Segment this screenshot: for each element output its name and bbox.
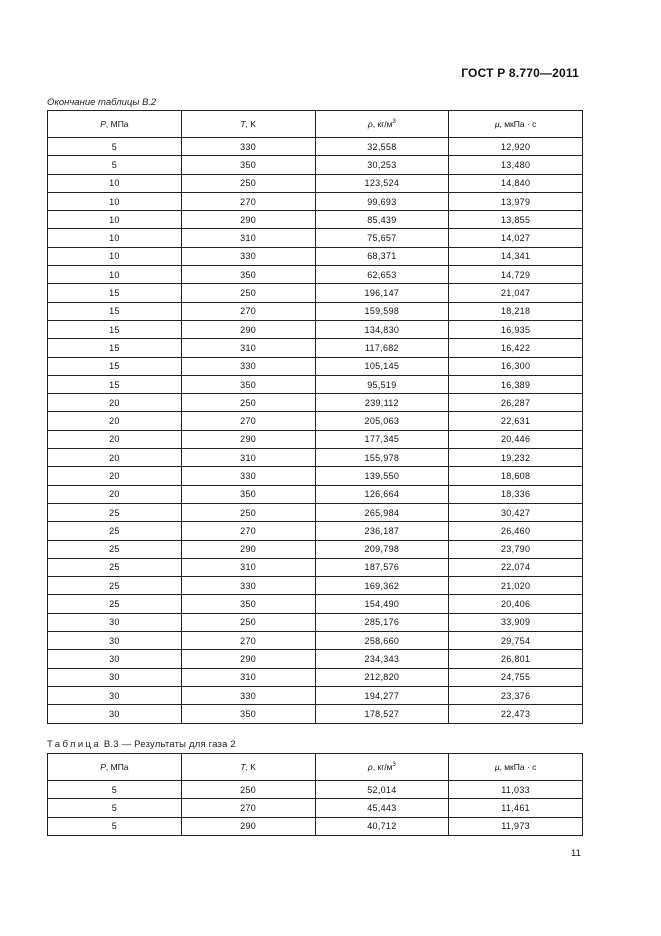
table-cell: 310 bbox=[181, 339, 315, 357]
table-cell: 350 bbox=[181, 156, 315, 174]
document-title: ГОСТ Р 8.770—2011 bbox=[461, 66, 579, 80]
table-cell: 99,693 bbox=[315, 192, 449, 210]
table-b3-caption-title: В.3 — Результаты для газа 2 bbox=[101, 739, 236, 750]
column-header bbox=[181, 754, 315, 781]
table-row bbox=[48, 686, 583, 704]
table-cell: 30 bbox=[48, 668, 182, 686]
table-cell: 20,446 bbox=[449, 430, 583, 448]
table-b2-caption: Окончание таблицы В.2 bbox=[47, 97, 157, 108]
table-cell: 30 bbox=[48, 650, 182, 668]
table-cell: 23,790 bbox=[449, 540, 583, 558]
table-cell: 350 bbox=[181, 485, 315, 503]
column-unit: , K bbox=[245, 762, 256, 772]
table-row bbox=[48, 320, 583, 338]
table-cell: 290 bbox=[181, 430, 315, 448]
table-cell: 5 bbox=[48, 781, 182, 799]
table-row bbox=[48, 211, 583, 229]
table-cell: 250 bbox=[181, 394, 315, 412]
table-cell: 10 bbox=[48, 192, 182, 210]
table-cell: 26,460 bbox=[449, 522, 583, 540]
table-cell: 234,343 bbox=[315, 650, 449, 668]
table-row bbox=[48, 156, 583, 174]
table-cell: 18,336 bbox=[449, 485, 583, 503]
table-cell: 25 bbox=[48, 522, 182, 540]
table-row bbox=[48, 577, 583, 595]
table-cell: 178,527 bbox=[315, 705, 449, 723]
table-row bbox=[48, 339, 583, 357]
table-b3 bbox=[47, 753, 583, 836]
table-cell: 13,480 bbox=[449, 156, 583, 174]
table-cell: 250 bbox=[181, 284, 315, 302]
table-cell: 177,345 bbox=[315, 430, 449, 448]
table-cell: 105,145 bbox=[315, 357, 449, 375]
table-cell: 16,300 bbox=[449, 357, 583, 375]
column-symbol: P bbox=[100, 119, 106, 129]
table-cell: 194,277 bbox=[315, 686, 449, 704]
table-header-row bbox=[48, 754, 583, 781]
column-symbol: P bbox=[100, 762, 106, 772]
table-cell: 30 bbox=[48, 686, 182, 704]
table-cell: 250 bbox=[181, 781, 315, 799]
table-cell: 209,798 bbox=[315, 540, 449, 558]
table-row bbox=[48, 302, 583, 320]
table-cell: 40,712 bbox=[315, 817, 449, 835]
table-cell: 310 bbox=[181, 558, 315, 576]
table-cell: 258,660 bbox=[315, 632, 449, 650]
table-cell: 10 bbox=[48, 247, 182, 265]
table-cell: 169,362 bbox=[315, 577, 449, 595]
table-cell: 20 bbox=[48, 412, 182, 430]
table-row bbox=[48, 503, 583, 521]
table-row bbox=[48, 192, 583, 210]
table-cell: 25 bbox=[48, 503, 182, 521]
table-row bbox=[48, 174, 583, 192]
table-cell: 134,830 bbox=[315, 320, 449, 338]
column-unit: , кг/м bbox=[372, 119, 393, 129]
table-cell: 126,664 bbox=[315, 485, 449, 503]
table-cell: 20 bbox=[48, 449, 182, 467]
table-cell: 350 bbox=[181, 705, 315, 723]
column-unit: , K bbox=[245, 119, 256, 129]
table-cell: 5 bbox=[48, 138, 182, 156]
table-cell: 26,801 bbox=[449, 650, 583, 668]
table-cell: 10 bbox=[48, 229, 182, 247]
table-cell: 29,754 bbox=[449, 632, 583, 650]
table-row bbox=[48, 449, 583, 467]
table-row bbox=[48, 632, 583, 650]
table-cell: 212,820 bbox=[315, 668, 449, 686]
table-cell: 18,218 bbox=[449, 302, 583, 320]
table-cell: 154,490 bbox=[315, 595, 449, 613]
table-b2 bbox=[47, 110, 583, 724]
table-cell: 25 bbox=[48, 558, 182, 576]
table-cell: 5 bbox=[48, 156, 182, 174]
table-row bbox=[48, 817, 583, 835]
table-cell: 139,550 bbox=[315, 467, 449, 485]
table-cell: 330 bbox=[181, 247, 315, 265]
table-cell: 32,558 bbox=[315, 138, 449, 156]
column-unit: , МПа bbox=[105, 119, 129, 129]
table-cell: 16,422 bbox=[449, 339, 583, 357]
column-header bbox=[315, 111, 449, 138]
table-cell: 11,973 bbox=[449, 817, 583, 835]
table-cell: 117,682 bbox=[315, 339, 449, 357]
table-cell: 290 bbox=[181, 540, 315, 558]
column-header bbox=[181, 111, 315, 138]
table-cell: 15 bbox=[48, 357, 182, 375]
table-b3-caption-label: Таблица bbox=[47, 739, 102, 750]
table-cell: 310 bbox=[181, 449, 315, 467]
table-row bbox=[48, 799, 583, 817]
table-row bbox=[48, 613, 583, 631]
column-unit-exponent: 3 bbox=[392, 762, 396, 768]
table-cell: 20,406 bbox=[449, 595, 583, 613]
table-b3-caption bbox=[47, 739, 236, 750]
table-cell: 14,729 bbox=[449, 266, 583, 284]
table-cell: 15 bbox=[48, 302, 182, 320]
table-row bbox=[48, 650, 583, 668]
table-row bbox=[48, 540, 583, 558]
table-cell: 10 bbox=[48, 266, 182, 284]
table-cell: 30 bbox=[48, 613, 182, 631]
table-cell: 14,840 bbox=[449, 174, 583, 192]
table-cell: 21,047 bbox=[449, 284, 583, 302]
table-cell: 22,631 bbox=[449, 412, 583, 430]
table-cell: 20 bbox=[48, 430, 182, 448]
table-cell: 290 bbox=[181, 650, 315, 668]
table-row bbox=[48, 781, 583, 799]
table-cell: 68,371 bbox=[315, 247, 449, 265]
table-cell: 12,920 bbox=[449, 138, 583, 156]
table-cell: 30 bbox=[48, 705, 182, 723]
column-unit: , кг/м bbox=[372, 762, 393, 772]
table-cell: 270 bbox=[181, 799, 315, 817]
table-row bbox=[48, 485, 583, 503]
column-unit: , МПа bbox=[105, 762, 129, 772]
column-header bbox=[449, 111, 583, 138]
column-header bbox=[449, 754, 583, 781]
table-row bbox=[48, 138, 583, 156]
table-cell: 20 bbox=[48, 467, 182, 485]
column-unit: , мкПа · с bbox=[499, 762, 537, 772]
table-cell: 22,074 bbox=[449, 558, 583, 576]
table-cell: 270 bbox=[181, 522, 315, 540]
table-cell: 62,653 bbox=[315, 266, 449, 284]
table-cell: 196,147 bbox=[315, 284, 449, 302]
column-header bbox=[48, 754, 182, 781]
table-cell: 22,473 bbox=[449, 705, 583, 723]
table-cell: 290 bbox=[181, 211, 315, 229]
table-cell: 123,524 bbox=[315, 174, 449, 192]
table-cell: 30,427 bbox=[449, 503, 583, 521]
table-cell: 15 bbox=[48, 375, 182, 393]
table-cell: 310 bbox=[181, 229, 315, 247]
table-cell: 30,253 bbox=[315, 156, 449, 174]
column-symbol: T bbox=[240, 762, 246, 772]
table-row bbox=[48, 430, 583, 448]
table-cell: 23,376 bbox=[449, 686, 583, 704]
table-cell: 13,855 bbox=[449, 211, 583, 229]
table-cell: 330 bbox=[181, 467, 315, 485]
table-cell: 25 bbox=[48, 595, 182, 613]
table-cell: 330 bbox=[181, 138, 315, 156]
table-cell: 350 bbox=[181, 266, 315, 284]
table-row bbox=[48, 595, 583, 613]
table-cell: 11,461 bbox=[449, 799, 583, 817]
table-row bbox=[48, 229, 583, 247]
table-row bbox=[48, 522, 583, 540]
table-cell: 19,232 bbox=[449, 449, 583, 467]
column-symbol: μ bbox=[494, 119, 500, 129]
table-row bbox=[48, 705, 583, 723]
column-header bbox=[315, 754, 449, 781]
table-cell: 75,657 bbox=[315, 229, 449, 247]
table-cell: 330 bbox=[181, 357, 315, 375]
table-cell: 16,389 bbox=[449, 375, 583, 393]
table-cell: 20 bbox=[48, 485, 182, 503]
table-cell: 14,027 bbox=[449, 229, 583, 247]
table-row bbox=[48, 247, 583, 265]
table-cell: 45,443 bbox=[315, 799, 449, 817]
table-cell: 270 bbox=[181, 192, 315, 210]
column-symbol: ρ bbox=[367, 762, 373, 772]
table-cell: 26,287 bbox=[449, 394, 583, 412]
table-cell: 10 bbox=[48, 211, 182, 229]
table-cell: 11,033 bbox=[449, 781, 583, 799]
table-cell: 205,063 bbox=[315, 412, 449, 430]
table-cell: 30 bbox=[48, 632, 182, 650]
table-row bbox=[48, 357, 583, 375]
table-cell: 250 bbox=[181, 174, 315, 192]
table-row bbox=[48, 467, 583, 485]
column-symbol: ρ bbox=[367, 119, 373, 129]
table-cell: 15 bbox=[48, 339, 182, 357]
table-cell: 239,112 bbox=[315, 394, 449, 412]
table-cell: 250 bbox=[181, 613, 315, 631]
table-cell: 5 bbox=[48, 817, 182, 835]
column-symbol: μ bbox=[494, 762, 500, 772]
column-symbol: T bbox=[240, 119, 246, 129]
table-cell: 15 bbox=[48, 284, 182, 302]
table-cell: 18,608 bbox=[449, 467, 583, 485]
table-cell: 270 bbox=[181, 302, 315, 320]
table-cell: 13,979 bbox=[449, 192, 583, 210]
table-row bbox=[48, 266, 583, 284]
table-cell: 350 bbox=[181, 375, 315, 393]
table-cell: 155,978 bbox=[315, 449, 449, 467]
table-cell: 10 bbox=[48, 174, 182, 192]
table-cell: 330 bbox=[181, 577, 315, 595]
table-cell: 285,176 bbox=[315, 613, 449, 631]
page-number: 11 bbox=[571, 848, 581, 859]
table-cell: 14,341 bbox=[449, 247, 583, 265]
table-row bbox=[48, 412, 583, 430]
table-row bbox=[48, 668, 583, 686]
table-cell: 270 bbox=[181, 412, 315, 430]
table-cell: 310 bbox=[181, 668, 315, 686]
table-cell: 15 bbox=[48, 320, 182, 338]
table-cell: 25 bbox=[48, 577, 182, 595]
column-unit-exponent: 3 bbox=[392, 119, 396, 125]
table-header-row bbox=[48, 111, 583, 138]
column-header bbox=[48, 111, 182, 138]
table-cell: 24,755 bbox=[449, 668, 583, 686]
table-cell: 20 bbox=[48, 394, 182, 412]
table-cell: 290 bbox=[181, 817, 315, 835]
table-cell: 95,519 bbox=[315, 375, 449, 393]
table-cell: 16,935 bbox=[449, 320, 583, 338]
table-cell: 187,576 bbox=[315, 558, 449, 576]
table-cell: 250 bbox=[181, 503, 315, 521]
table-cell: 350 bbox=[181, 595, 315, 613]
table-cell: 25 bbox=[48, 540, 182, 558]
table-cell: 290 bbox=[181, 320, 315, 338]
table-cell: 52,014 bbox=[315, 781, 449, 799]
table-row bbox=[48, 375, 583, 393]
table-cell: 5 bbox=[48, 799, 182, 817]
table-cell: 21,020 bbox=[449, 577, 583, 595]
table-cell: 236,187 bbox=[315, 522, 449, 540]
table-cell: 159,598 bbox=[315, 302, 449, 320]
table-cell: 270 bbox=[181, 632, 315, 650]
table-cell: 330 bbox=[181, 686, 315, 704]
table-row bbox=[48, 284, 583, 302]
table-row bbox=[48, 558, 583, 576]
column-unit: , мкПа · с bbox=[499, 119, 537, 129]
table-cell: 265,984 bbox=[315, 503, 449, 521]
table-row bbox=[48, 394, 583, 412]
table-cell: 33,909 bbox=[449, 613, 583, 631]
table-cell: 85,439 bbox=[315, 211, 449, 229]
